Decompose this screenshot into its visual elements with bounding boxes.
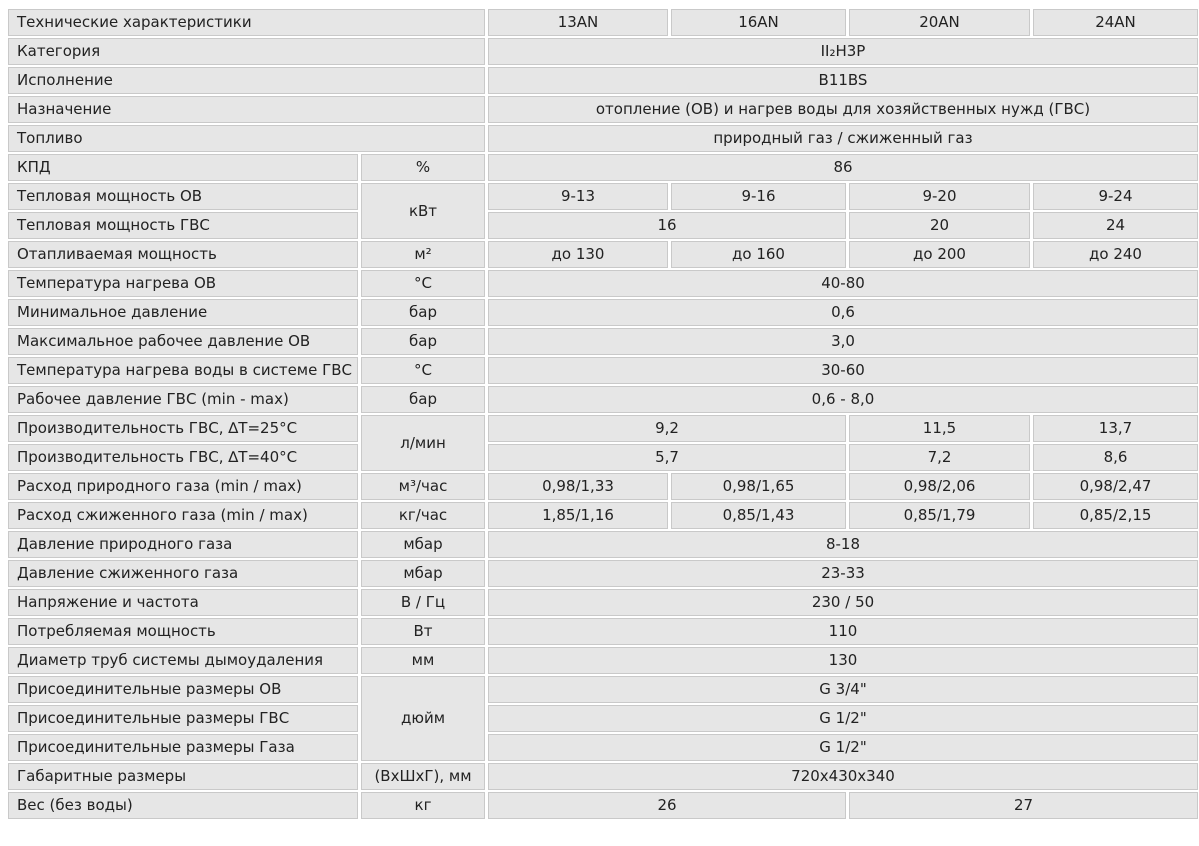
table-row bbox=[8, 705, 1198, 732]
row-value: B11BS bbox=[488, 67, 1198, 94]
table-row bbox=[8, 734, 1198, 761]
row-value: 26 bbox=[488, 792, 846, 819]
row-value: отопление (ОВ) и нагрев воды для хозяйственных нужд (ГВС) bbox=[488, 96, 1198, 123]
table-row bbox=[8, 763, 1198, 790]
table-row bbox=[8, 473, 1198, 500]
row-unit: мбар bbox=[361, 560, 485, 587]
spec-table bbox=[5, 7, 1199, 821]
row-value: 0,6 bbox=[488, 299, 1198, 326]
model-16an: 16AN bbox=[671, 9, 846, 36]
row-unit: % bbox=[361, 154, 485, 181]
row-value: 9,2 bbox=[488, 415, 846, 442]
row-value: 8,6 bbox=[1033, 444, 1198, 471]
row-value: 9-24 bbox=[1033, 183, 1198, 210]
table-header-row bbox=[8, 9, 1198, 36]
table-row bbox=[8, 386, 1198, 413]
row-unit: °С bbox=[361, 357, 485, 384]
row-name: Габаритные размеры bbox=[8, 763, 358, 790]
row-value: 0,6 - 8,0 bbox=[488, 386, 1198, 413]
model-24an: 24AN bbox=[1033, 9, 1198, 36]
row-name: Вес (без воды) bbox=[8, 792, 358, 819]
row-value: 20 bbox=[849, 212, 1030, 239]
row-value: 23-33 bbox=[488, 560, 1198, 587]
table-row bbox=[8, 183, 1198, 210]
row-value: до 130 bbox=[488, 241, 668, 268]
row-name: Исполнение bbox=[8, 67, 485, 94]
row-value: 9-16 bbox=[671, 183, 846, 210]
row-value: 0,85/1,43 bbox=[671, 502, 846, 529]
row-unit: (ВхШхГ), мм bbox=[361, 763, 485, 790]
table-row bbox=[8, 154, 1198, 181]
row-name: Тепловая мощность ГВС bbox=[8, 212, 358, 239]
row-value: 13,7 bbox=[1033, 415, 1198, 442]
table-row bbox=[8, 125, 1198, 152]
row-name: Максимальное рабочее давление ОВ bbox=[8, 328, 358, 355]
table-row bbox=[8, 560, 1198, 587]
row-unit: Вт bbox=[361, 618, 485, 645]
row-value: 130 bbox=[488, 647, 1198, 674]
row-name: Минимальное давление bbox=[8, 299, 358, 326]
row-unit: л/мин bbox=[361, 415, 485, 471]
row-unit: мм bbox=[361, 647, 485, 674]
row-name: Топливо bbox=[8, 125, 485, 152]
table-row bbox=[8, 676, 1198, 703]
row-value: 0,98/1,33 bbox=[488, 473, 668, 500]
row-value: природный газ / сжиженный газ bbox=[488, 125, 1198, 152]
table-row bbox=[8, 792, 1198, 819]
row-value: до 240 bbox=[1033, 241, 1198, 268]
table-row bbox=[8, 299, 1198, 326]
row-name: Тепловая мощность ОВ bbox=[8, 183, 358, 210]
row-value: 110 bbox=[488, 618, 1198, 645]
table-row bbox=[8, 212, 1198, 239]
row-value: 86 bbox=[488, 154, 1198, 181]
row-name: Категория bbox=[8, 38, 485, 65]
table-row bbox=[8, 67, 1198, 94]
row-value: 8-18 bbox=[488, 531, 1198, 558]
table-row bbox=[8, 531, 1198, 558]
row-unit: кг/час bbox=[361, 502, 485, 529]
row-value: до 200 bbox=[849, 241, 1030, 268]
row-name: Напряжение и частота bbox=[8, 589, 358, 616]
row-name: Температура нагрева воды в системе ГВС bbox=[8, 357, 358, 384]
row-unit: бар bbox=[361, 386, 485, 413]
row-unit: бар bbox=[361, 328, 485, 355]
row-value: 11,5 bbox=[849, 415, 1030, 442]
table-row bbox=[8, 589, 1198, 616]
table-row bbox=[8, 357, 1198, 384]
table-row bbox=[8, 647, 1198, 674]
row-name: Расход природного газа (min / max) bbox=[8, 473, 358, 500]
row-value: 5,7 bbox=[488, 444, 846, 471]
row-value: 0,98/1,65 bbox=[671, 473, 846, 500]
row-value: 0,85/1,79 bbox=[849, 502, 1030, 529]
row-name: Присоединительные размеры ОВ bbox=[8, 676, 358, 703]
row-name: Давление природного газа bbox=[8, 531, 358, 558]
row-name: Температура нагрева ОВ bbox=[8, 270, 358, 297]
row-value: 40-80 bbox=[488, 270, 1198, 297]
row-value: 1,85/1,16 bbox=[488, 502, 668, 529]
table-row bbox=[8, 96, 1198, 123]
table-row bbox=[8, 38, 1198, 65]
row-name: КПД bbox=[8, 154, 358, 181]
row-name: Присоединительные размеры Газа bbox=[8, 734, 358, 761]
row-name: Давление сжиженного газа bbox=[8, 560, 358, 587]
row-value: G 3/4" bbox=[488, 676, 1198, 703]
row-value: G 1/2" bbox=[488, 734, 1198, 761]
model-20an: 20AN bbox=[849, 9, 1030, 36]
row-unit: м² bbox=[361, 241, 485, 268]
row-value: 9-20 bbox=[849, 183, 1030, 210]
row-unit: кВт bbox=[361, 183, 485, 239]
row-unit: мбар bbox=[361, 531, 485, 558]
table-row bbox=[8, 328, 1198, 355]
row-unit: м³/час bbox=[361, 473, 485, 500]
row-value: 7,2 bbox=[849, 444, 1030, 471]
row-unit: В / Гц bbox=[361, 589, 485, 616]
table-row bbox=[8, 241, 1198, 268]
row-value: до 160 bbox=[671, 241, 846, 268]
model-13an: 13AN bbox=[488, 9, 668, 36]
row-name: Присоединительные размеры ГВС bbox=[8, 705, 358, 732]
row-name: Диаметр труб системы дымоудаления bbox=[8, 647, 358, 674]
row-value: 30-60 bbox=[488, 357, 1198, 384]
row-name: Рабочее давление ГВС (min - max) bbox=[8, 386, 358, 413]
row-name: Расход сжиженного газа (min / max) bbox=[8, 502, 358, 529]
row-value: 27 bbox=[849, 792, 1198, 819]
row-value: II₂H3P bbox=[488, 38, 1198, 65]
table-row bbox=[8, 415, 1198, 442]
row-unit: бар bbox=[361, 299, 485, 326]
row-value: 9-13 bbox=[488, 183, 668, 210]
row-name: Производительность ГВС, ∆T=25°C bbox=[8, 415, 358, 442]
row-value: 230 / 50 bbox=[488, 589, 1198, 616]
row-name: Назначение bbox=[8, 96, 485, 123]
row-name: Производительность ГВС, ∆T=40°C bbox=[8, 444, 358, 471]
row-name: Потребляемая мощность bbox=[8, 618, 358, 645]
row-value: 24 bbox=[1033, 212, 1198, 239]
table-row bbox=[8, 444, 1198, 471]
row-value: 0,98/2,47 bbox=[1033, 473, 1198, 500]
row-unit: дюйм bbox=[361, 676, 485, 761]
row-unit: °С bbox=[361, 270, 485, 297]
table-row bbox=[8, 618, 1198, 645]
table-row bbox=[8, 502, 1198, 529]
table-row bbox=[8, 270, 1198, 297]
row-value: G 1/2" bbox=[488, 705, 1198, 732]
row-value: 0,85/2,15 bbox=[1033, 502, 1198, 529]
row-unit: кг bbox=[361, 792, 485, 819]
row-value: 16 bbox=[488, 212, 846, 239]
row-value: 720x430x340 bbox=[488, 763, 1198, 790]
row-value: 3,0 bbox=[488, 328, 1198, 355]
row-name: Отапливаемая мощность bbox=[8, 241, 358, 268]
header-label: Технические характеристики bbox=[8, 9, 485, 36]
row-value: 0,98/2,06 bbox=[849, 473, 1030, 500]
